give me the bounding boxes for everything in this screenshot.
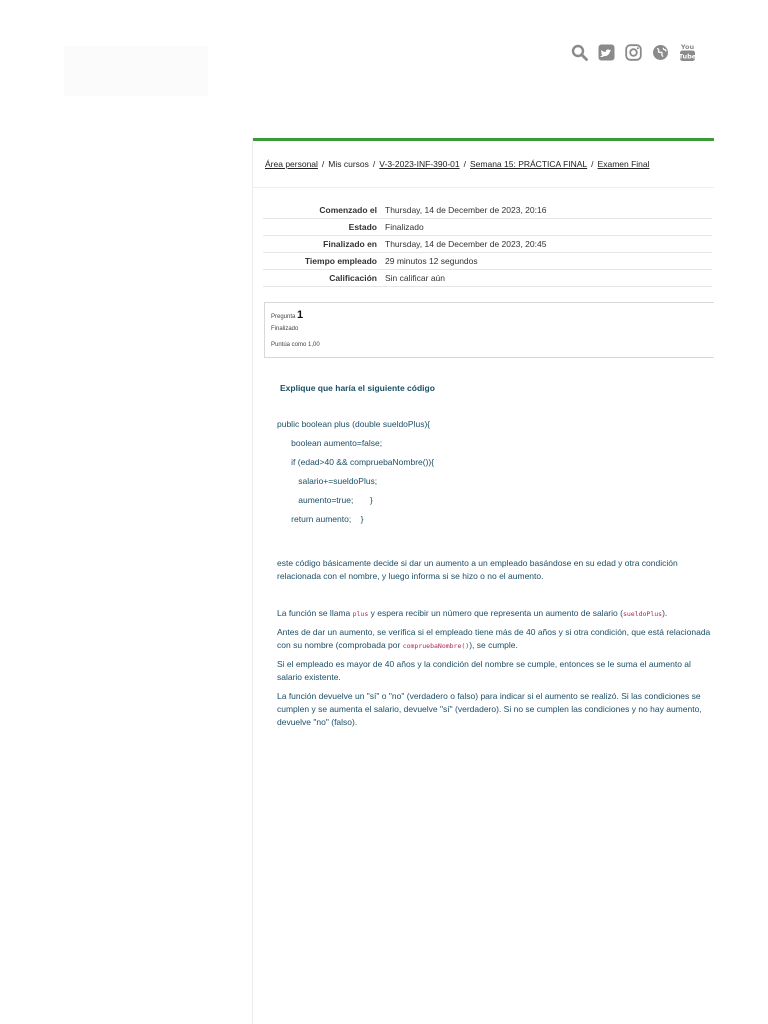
summary-label: Tiempo empleado bbox=[263, 253, 381, 270]
question-text: Explique que haría el siguiente código bbox=[280, 383, 435, 393]
svg-text:Tube: Tube bbox=[678, 52, 696, 61]
breadcrumb: Área personal / Mis cursos / V-3-2023-INF-390-01 / Semana 15: PRÁCTICA FINAL / Examen Final bbox=[265, 159, 650, 169]
accent-bar bbox=[253, 138, 714, 141]
summary-value: Finalizado bbox=[381, 219, 712, 236]
question-info-box bbox=[264, 302, 714, 358]
summary-value: Thursday, 14 de December de 2023, 20:45 bbox=[381, 236, 712, 253]
attempt-summary-table bbox=[263, 202, 712, 287]
instagram-icon[interactable] bbox=[624, 43, 642, 61]
summary-label: Calificación bbox=[263, 270, 381, 287]
code-line: public boolean plus (double sueldoPlus){ bbox=[277, 419, 431, 429]
summary-row bbox=[263, 253, 712, 270]
summary-row bbox=[263, 202, 712, 219]
question-number: Pregunta 1 bbox=[271, 309, 304, 321]
summary-value: 29 minutos 12 segundos bbox=[381, 253, 712, 270]
inline-code: sueldoPlus bbox=[622, 610, 663, 618]
code-line: boolean aumento=false; bbox=[277, 438, 383, 448]
site-logo[interactable] bbox=[64, 46, 208, 96]
twitter-icon[interactable] bbox=[597, 43, 615, 61]
summary-row bbox=[263, 219, 712, 236]
answer-paragraph-3: Si el empleado es mayor de 40 años y la condición del nombre se cumple, entonces se le suma el aumento al salario existente. bbox=[277, 659, 691, 682]
summary-label: Estado bbox=[263, 219, 381, 236]
inline-code: plus bbox=[352, 610, 369, 618]
svg-text:You: You bbox=[680, 43, 694, 51]
code-line: aumento=true; } bbox=[277, 495, 373, 505]
summary-row bbox=[263, 236, 712, 253]
breadcrumb-item-course[interactable]: V-3-2023-INF-390-01 bbox=[379, 159, 460, 169]
answer-paragraph-1: La función se llama plus y espera recibir un número que representa un aumento de salario (sueldoPlus). bbox=[277, 608, 668, 618]
breadcrumb-item-area-personal[interactable]: Área personal bbox=[265, 159, 318, 169]
answer-paragraph-2: Antes de dar un aumento, se verifica si el empleado tiene más de 40 años y si otra condición, que está relacionada con su nombre (comprobada por compruebaNombre()), se cumple. bbox=[277, 627, 711, 650]
inline-code: compruebaNombre() bbox=[402, 642, 470, 650]
summary-value: Thursday, 14 de December de 2023, 20:16 bbox=[381, 202, 712, 219]
header-icons bbox=[570, 43, 696, 61]
summary-value: Sin calificar aún bbox=[381, 270, 712, 287]
globe-icon[interactable] bbox=[651, 43, 669, 61]
search-icon[interactable] bbox=[570, 43, 588, 61]
youtube-icon[interactable] bbox=[678, 43, 696, 61]
question-code-block bbox=[277, 419, 434, 533]
answer-paragraph-4: La función devuelve un "sí" o "no" (verdadero o falso) para indicar si el aumento se realizó. Si las condiciones se cumplen y se aumenta el salario, devuelve "sí" (verdadero). Si no se cumplen las condiciones y no hay aumento, devuelve "no" (falso). bbox=[277, 691, 702, 727]
breadcrumb-item-quiz[interactable]: Examen Final bbox=[597, 159, 650, 169]
question-points: Puntúa como 1,00 bbox=[271, 342, 320, 348]
summary-label: Finalizado en bbox=[263, 236, 381, 253]
breadcrumb-item-mis-cursos: Mis cursos bbox=[328, 159, 369, 169]
summary-label: Comenzado el bbox=[263, 202, 381, 219]
breadcrumb-item-section[interactable]: Semana 15: PRÁCTICA FINAL bbox=[470, 159, 588, 169]
code-line: salario+=sueldoPlus; bbox=[277, 476, 378, 486]
breadcrumb-divider bbox=[253, 187, 714, 188]
summary-row bbox=[263, 270, 712, 287]
code-line: if (edad>40 && compruebaNombre()){ bbox=[277, 457, 435, 467]
question-state: Finalizado bbox=[271, 326, 299, 332]
code-line: return aumento; } bbox=[277, 514, 364, 524]
answer-intro: este código básicamente decide si dar un aumento a un empleado basándose en su edad y otra condición relacionada con el nombre, y luego informa si se hizo o no el aumento. bbox=[277, 558, 678, 581]
